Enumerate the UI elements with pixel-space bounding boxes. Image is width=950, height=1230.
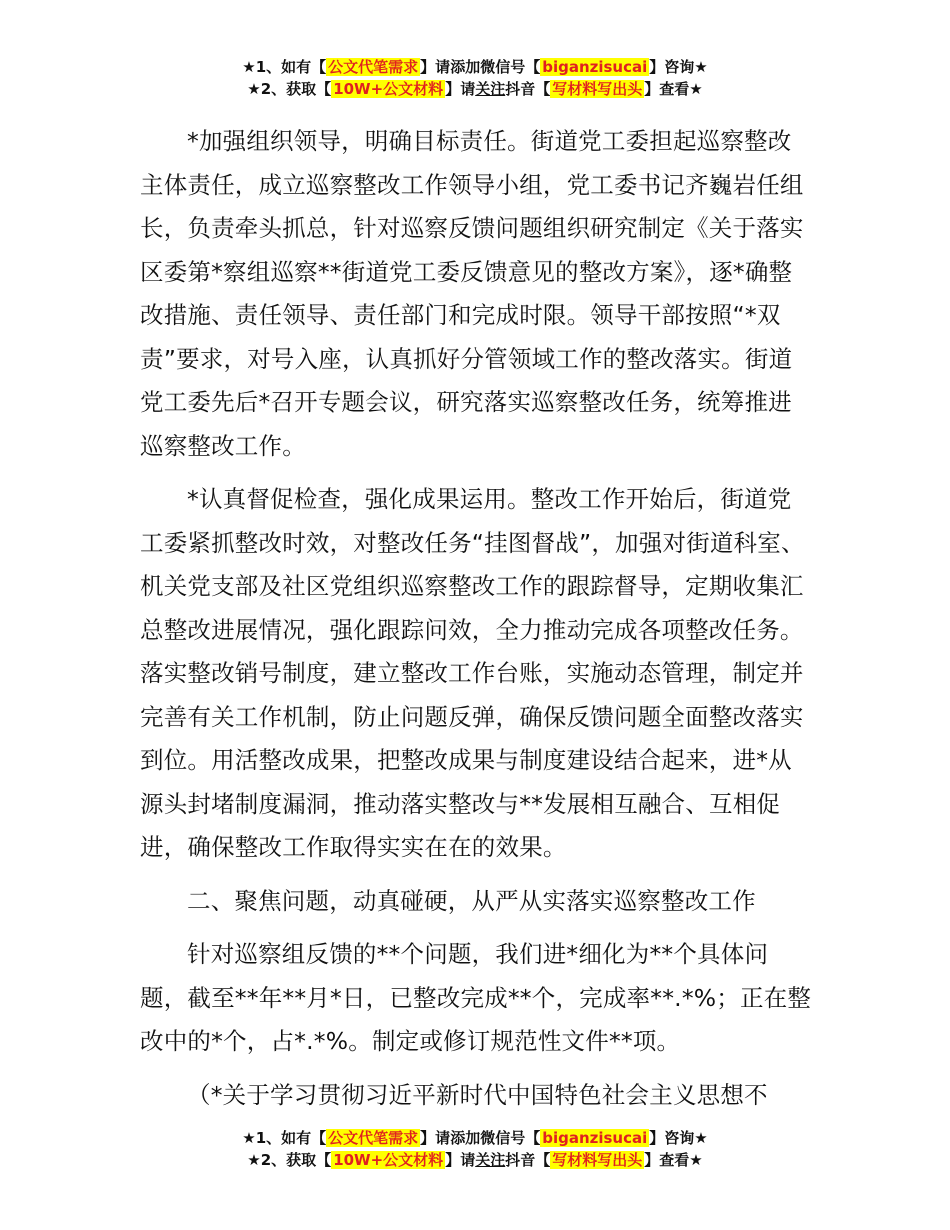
banner-line-1 — [0, 56, 950, 78]
highlight-service: 公文代笔需求 — [328, 58, 419, 76]
banner-line-2 — [0, 1149, 950, 1171]
banner-emphasis: 添加 — [450, 58, 481, 76]
banner-text: 】请 — [420, 58, 451, 76]
banner-text: 】请 — [445, 80, 476, 98]
banner-text: 】请 — [420, 1129, 451, 1147]
banner-line-2 — [0, 78, 950, 100]
highlight-wechat-id: biganzisucai — [542, 58, 648, 76]
banner-text: ★2、获取【 — [247, 80, 332, 98]
paragraph-continued: （*关于学习贯彻习近平新时代中国特色社会主义思想不 — [187, 1080, 768, 1109]
highlight-service: 公文代笔需求 — [328, 1129, 419, 1147]
paragraph-supervision: *认真督促检查，强化成果运用。整改工作开始后，街道党工委紧抓整改时效，对整改任务“挂图督战”，加强对街道科室、机关党支部及社区党组织巡察整改工作的跟踪督导，定期收集汇总整改进展情况，强化跟踪问效，全力推动完成各项整改任务。落实整改销号制度，建立整改工作台账，实施动态管理，制定并完善有关工作机制，防止问题反弹，确保反馈问题全面整改落实到位。用活整改成果，把整改成果与制度建设结合起来，进*从源头封堵制度漏洞，推动落实整改与**发展相互融合、互相促进，确保整改工作取得实实在在的效果。 — [140, 485, 805, 861]
section-heading: 二、聚焦问题，动真碰硬，从严从实落实巡察整改工作 — [187, 886, 756, 915]
banner-underline: 关注 — [475, 1151, 506, 1169]
banner-text: 微信号【 — [480, 58, 541, 76]
banner-text: 抖音【 — [505, 1151, 551, 1169]
banner-text: 】查看★ — [644, 1151, 703, 1169]
highlight-douyin: 写材料写出头 — [552, 80, 643, 98]
highlight-materials: 10W+公文材料 — [333, 1151, 444, 1169]
banner-text: 】咨询★ — [649, 1129, 708, 1147]
banner-text: ★2、获取【 — [247, 1151, 332, 1169]
banner-text: ★1、如有【 — [242, 58, 327, 76]
banner-emphasis: 添加 — [450, 1129, 481, 1147]
highlight-douyin: 写材料写出头 — [552, 1151, 643, 1169]
header-banner — [0, 56, 950, 100]
banner-text: 】咨询★ — [649, 58, 708, 76]
banner-text: 】请 — [445, 1151, 476, 1169]
paragraph-statistics: 针对巡察组反馈的**个问题，我们进*细化为**个具体问题，截至**年**月*日，已整改完成**个，完成率**.*%；正在整改中的*个，占*.*%。制定或修订规范性文件**项。 — [140, 940, 812, 1055]
banner-text: ★1、如有【 — [242, 1129, 327, 1147]
banner-text: 抖音【 — [505, 80, 551, 98]
banner-underline: 关注 — [475, 80, 506, 98]
paragraph-organization: *加强组织领导，明确目标责任。街道党工委担起巡察整改主体责任，成立巡察整改工作领导小组，党工委书记齐巍岩任组长，负责牵头抓总，针对巡察反馈问题组织研究制定《关于落实区委第*察组巡察**街道党工委反馈意见的整改方案》，逐*确整改措施、责任领导、责任部门和完成时限。领导干部按照“*双责”要求，对号入座，认真抓好分管领域工作的整改落实。街道党工委先后*召开专题会议，研究落实巡察整改任务，统筹推进巡察整改工作。 — [140, 127, 804, 460]
document-body — [140, 120, 812, 1117]
footer-banner — [0, 1127, 950, 1171]
highlight-materials: 10W+公文材料 — [333, 80, 444, 98]
highlight-wechat-id: biganzisucai — [542, 1129, 648, 1147]
banner-line-1 — [0, 1127, 950, 1149]
banner-text: 】查看★ — [644, 80, 703, 98]
banner-text: 微信号【 — [480, 1129, 541, 1147]
